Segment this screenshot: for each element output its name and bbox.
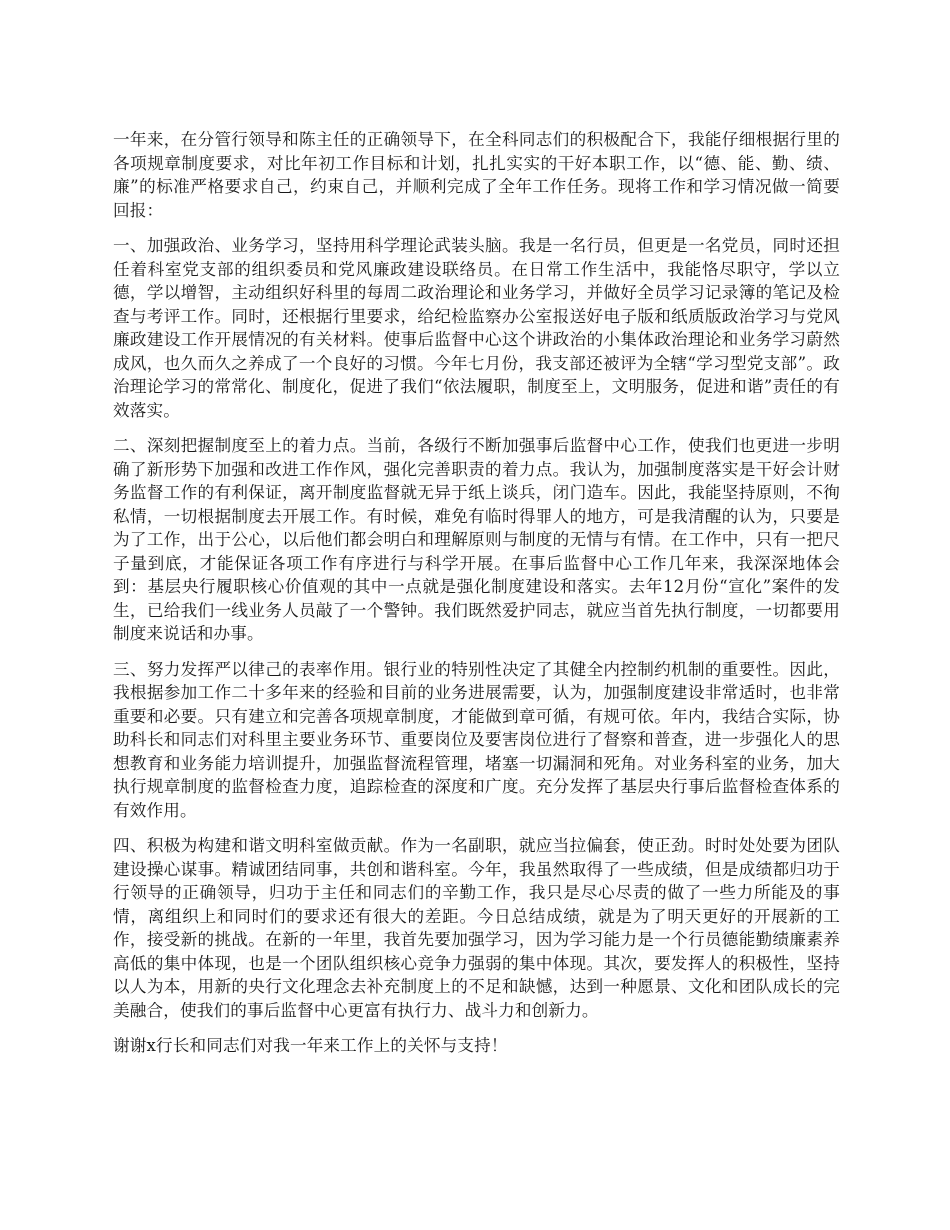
section-one-paragraph: 一、加强政治、业务学习，坚持用科学理论武装头脑。我是一名行员，但更是一名党员，同时还担任着科室党支部的组织委员和党风廉政建设联络员。在日常工作生活中，我能恪尽职守，学以立德，学以增智，主动组织好科里的每周二政治理论和业务学习，并做好全员学习记录簿的笔记及检查与考评工作。同时，还根据行里要求，给纪检监察办公室报送好电子版和纸质版政治学习与党风廉政建设工作开展情况的有关材料。使事后监督中心这个讲政治的小集体政治理论和业务学习蔚然成风，也久而久之养成了一个良好的习惯。今年七月份，我支部还被评为全辖“学习型党支部”。政治理论学习的常常化、制度化，促进了我们“依法履职，制度至上，文明服务，促进和谐”责任的有效落实。	[113, 236, 840, 420]
intro-paragraph: 一年来，在分管行领导和陈主任的正确领导下，在全科同志们的积极配合下，我能仔细根据行里的各项规章制度要求，对比年初工作目标和计划，扎扎实实的干好本职工作，以“德、能、勤、绩、廉”的标准严格要求自己，约束自己，并顺利完成了全年工作任务。现将工作和学习情况做一简要回报：	[113, 130, 840, 220]
closing-paragraph: 谢谢x行长和同志们对我一年来工作上的关怀与支持！	[113, 1036, 508, 1055]
document-body	[113, 128, 840, 1070]
section-three-paragraph: 三、努力发挥严以律己的表率作用。银行业的特别性决定了其健全内控制约机制的重要性。因此，我根据参加工作二十多年来的经验和目前的业务进展需要，认为，加强制度建设非常适时，也非常重要和必要。只有建立和完善各项规章制度，才能做到章可循，有规可依。年内，我结合实际，协助科长和同志们对科里主要业务环节、重要岗位及要害岗位进行了督察和普查，进一步强化人的思想教育和业务能力培训提升，加强监督流程管理，堵塞一切漏洞和死角。对业务科室的业务，加大执行规章制度的监督检查力度，追踪检查的深度和广度。充分发挥了基层央行事后监督检查体系的有效作用。	[113, 659, 840, 820]
section-four-paragraph: 四、积极为构建和谐文明科室做贡献。作为一名副职，就应当拉偏套，使正劲。时时处处要为团队建设操心谋事。精诚团结同事，共创和谐科室。今年，我虽然取得了一些成绩，但是成绩都归功于行领导的正确领导，归功于主任和同志们的辛勤工作，我只是尽心尽责的做了一些力所能及的事情，离组织上和同时们的要求还有很大的差距。今日总结成绩，就是为了明天更好的开展新的工作，接受新的挑战。在新的一年里，我首先要加强学习，因为学习能力是一个行员德能勤绩廉素养高低的集中体现，也是一个团队组织核心竞争力强弱的集中体现。其次，要发挥人的积极性，坚持以人为本，用新的央行文化理念去补充制度上的不足和缺憾，达到一种愿景、文化和团队成长的完美融合，使我们的事后监督中心更富有执行力、战斗力和创新力。	[113, 836, 840, 1020]
section-two-paragraph: 二、深刻把握制度至上的着力点。当前，各级行不断加强事后监督中心工作，使我们也更进一步明确了新形势下加强和改进工作作风，强化完善职责的着力点。我认为，加强制度落实是干好会计财务监督工作的有利保证，离开制度监督就无异于纸上谈兵，闭门造车。因此，我能坚持原则，不徇私情，一切根据制度去开展工作。有时候，难免有临时得罪人的地方，可是我清醒的认为，只要是为了工作，出于公心，以后他们都会明白和理解原则与制度的无情与有情。在工作中，只有一把尺子量到底，才能保证各项工作有序进行与科学开展。在事后监督中心工作几年来，我深深地体会到：基层央行履职核心价值观的其中一点就是强化制度建设和落实。去年12月份“宣化”案件的发生，已给我们一线业务人员敲了一个警钟。我们既然爱护同志，就应当首先执行制度，一切都要用制度来说话和办事。	[113, 436, 840, 643]
